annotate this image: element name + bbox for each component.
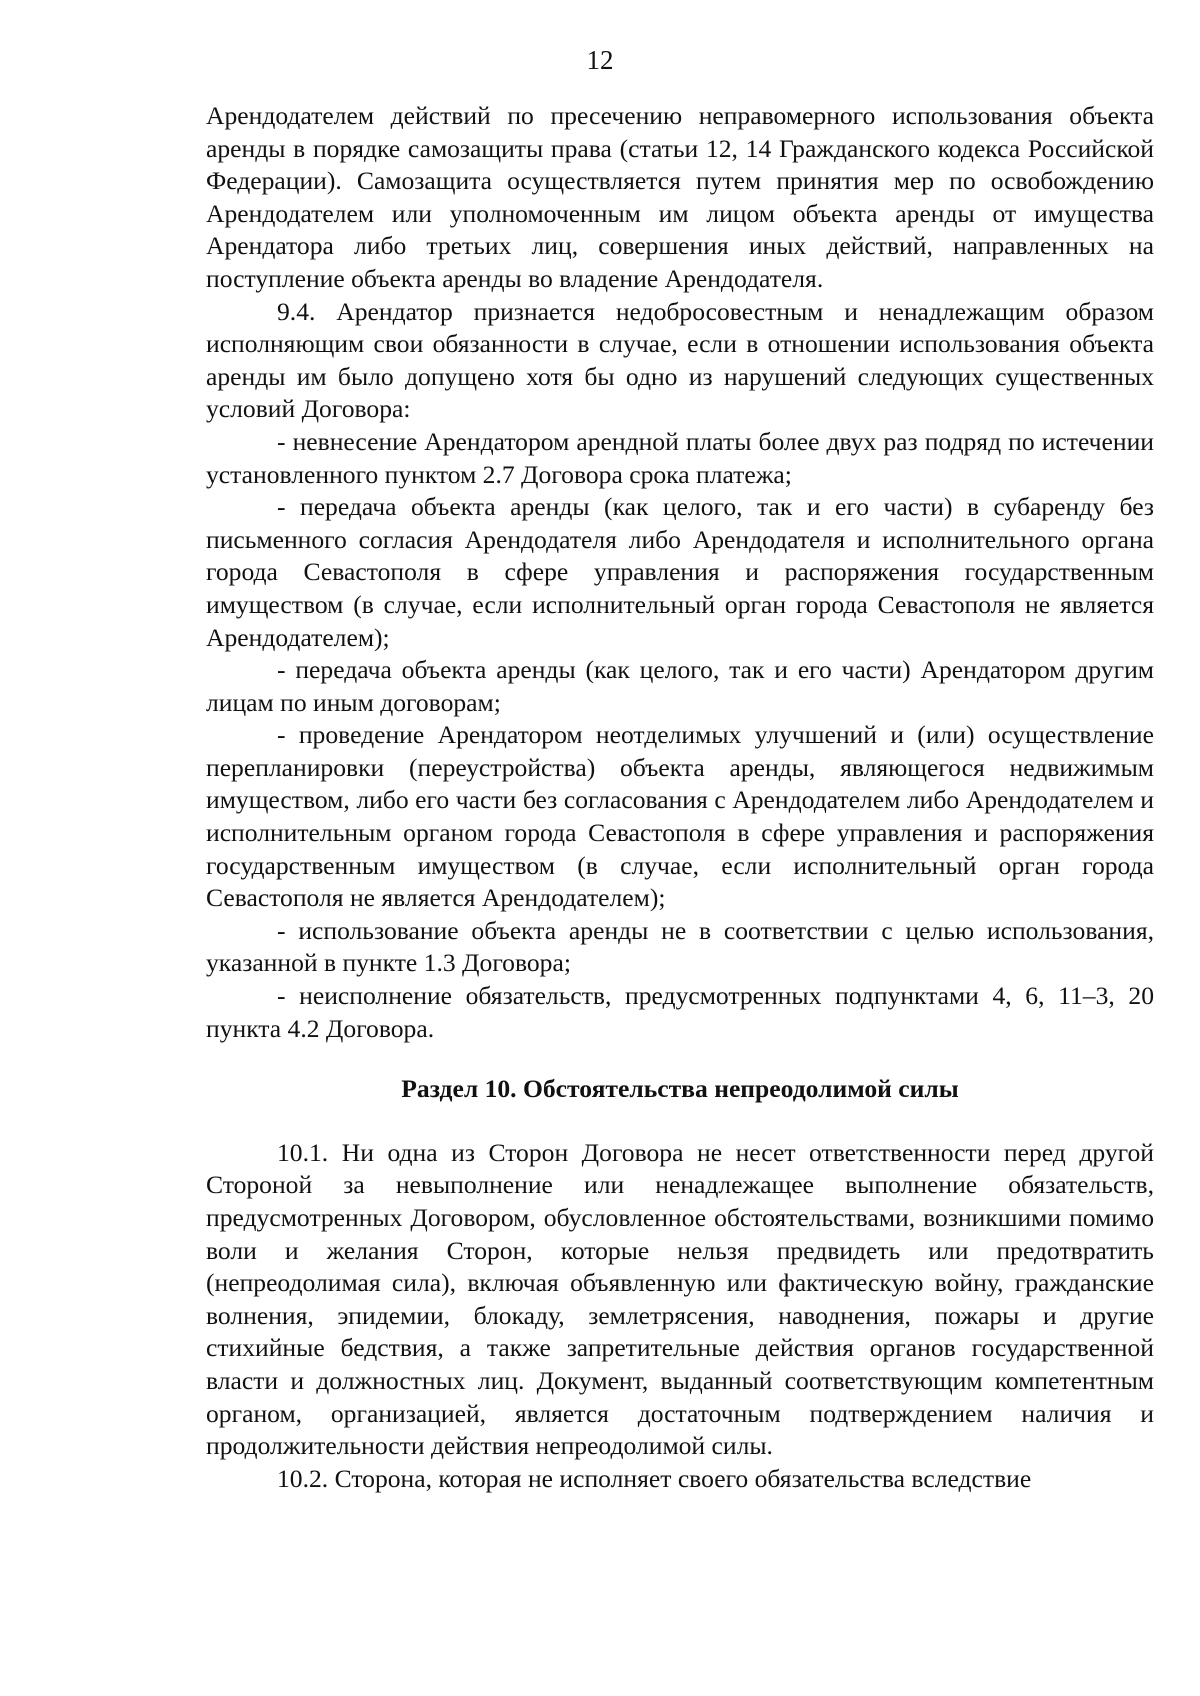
paragraph: 9.4. Арендатор признается недобросовестным и ненадлежащим образом исполняющим свои обязанности в случае, если в отношении использования объекта аренды им было допущено хотя бы одно из нарушений следующих существенных условий Договора: [206, 296, 1154, 424]
document-body [206, 100, 1154, 1495]
paragraph: 10.1. Ни одна из Сторон Договора не несет ответственности перед другой Стороной за невыполнение или ненадлежащее выполнение обязательств, предусмотренных Договором, обусловленное обстоятельствами, возникшими помимо воли и желания Сторон, которые нельзя предвидеть или предотвратить (непреодолимая сила), включая объявленную или фактическую войну, гражданские волнения, эпидемии, блокаду, землетрясения, наводнения, пожары и другие стихийные бедствия, а также запретительные действия органов государственной власти и должностных лиц. Документ, выданный соответствующим компетентным органом, организацией, является достаточным подтверждением наличия и продолжительности действия непреодолимой силы. [206, 1137, 1154, 1461]
list-item: - проведение Арендатором неотделимых улучшений и (или) осуществление перепланировки (переустройства) объекта аренды, являющегося недвижимым имуществом, либо его части без согласования с Арендодателем либо Арендодателем и исполнительным органом города Севастополя в сфере управления и распоряжения государственным имуществом (в случае, если исполнительный орган города Севастополя не является Арендодателем); [206, 720, 1154, 913]
list-item: - неисполнение обязательств, предусмотренных подпунктами 4, 6, 11–3, 20 пункта 4.2 Договора. [206, 981, 1154, 1043]
list-item: - использование объекта аренды не в соответствии с целью использования, указанной в пункте 1.3 Договора; [206, 915, 1154, 978]
list-item: - передача объекта аренды (как целого, так и его части) в субаренду без письменного согласия Арендодателя либо Арендодателя и исполнительного органа города Севастополя в сфере управления и распоряжения государственным имуществом (в случае, если исполнительный орган города Севастополя не является Арендодателем); [206, 492, 1154, 652]
section-heading: Раздел 10. Обстоятельства непреодолимой силы [401, 1074, 959, 1104]
paragraph: 10.2. Сторона, которая не исполняет своего обязательства вследствие [277, 1463, 1032, 1493]
paragraph: Арендодателем действий по пресечению неправомерного использования объекта аренды в порядке самозащиты права (статьи 12, 14 Гражданского кодекса Российской Федерации). Самозащита осуществляется путем принятия мер по освобождению Арендодателем или уполномоченным им лицом объекта аренды от имущества Арендатора либо третьих лиц, совершения иных действий, направленных на поступление объекта аренды во владение Арендодателя. [206, 101, 1154, 293]
list-item: - невнесение Арендатором арендной платы более двух раз подряд по истечении установленного пунктом 2.7 Договора срока платежа; [206, 426, 1154, 489]
page-number: 12 [586, 45, 614, 75]
list-item: - передача объекта аренды (как целого, так и его части) Арендатором другим лицам по иным договорам; [206, 655, 1154, 717]
